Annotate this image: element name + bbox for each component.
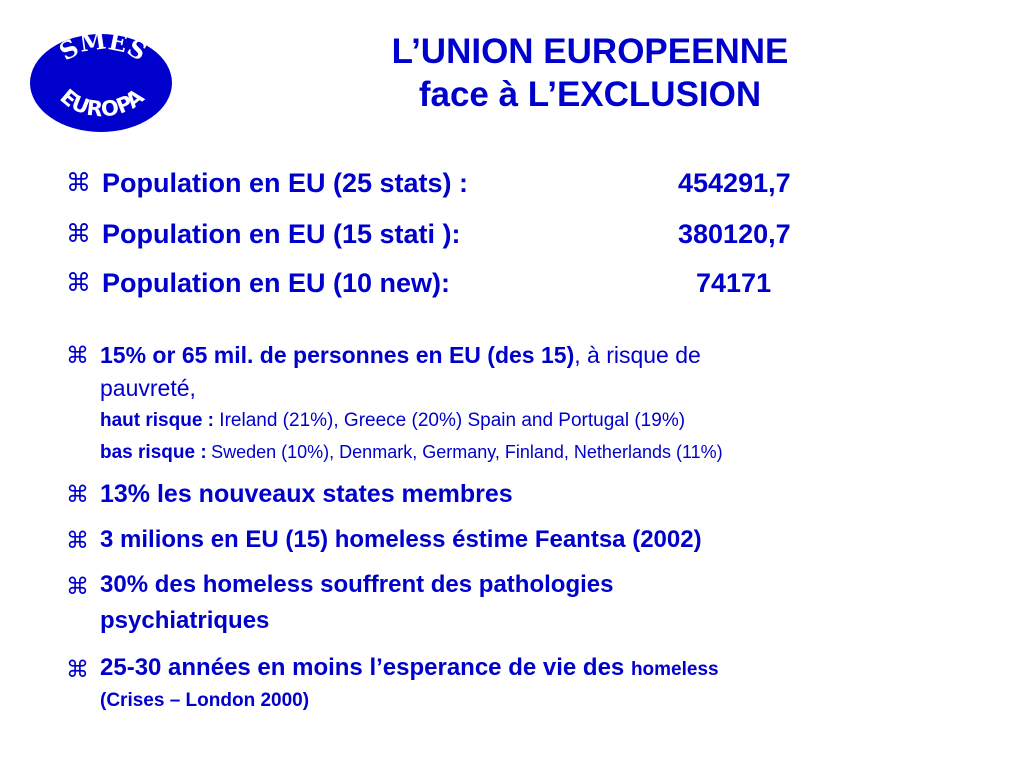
poverty-bold-text: 15% or 65 mil. de personnes en EU (des 15) [100,342,575,368]
life-expectancy-line-1 [100,654,719,682]
new-states-text: 13% les nouveaux states membres [100,480,513,508]
population-label: Population en EU (25 stats) : [102,168,469,198]
population-value: 454291,7 [678,168,791,198]
smes-europa-logo [28,32,174,134]
pathologies-line-2: psychiatriques [100,607,270,634]
population-value: 74171 [696,268,772,298]
life-expectancy-homeless: homeless [630,659,719,680]
command-bullet-icon: ⌘ [66,657,89,683]
high-risk-line [100,410,685,432]
command-bullet-icon: ⌘ [66,482,89,508]
homeless-count-text: 3 milions en EU (15) homeless éstime Feantsa (2002) [100,526,702,553]
command-bullet-icon: ⌘ [66,219,91,248]
life-expectancy-text: 25-30 années en moins l’esperance de vie des [100,654,625,681]
title-line-2: face à L’EXCLUSION [418,75,762,114]
population-label: Population en EU (15 stati ): [102,219,461,249]
life-expectancy-source: (Crises – London 2000) [100,690,310,711]
high-risk-text: Ireland (21%), Greece (20%) Spain and Portugal (19%) [219,410,686,431]
low-risk-line [100,442,723,464]
title-line-1: L’UNION EUROPEENNE [391,32,789,71]
poverty-line-1 [100,342,701,369]
population-row-10 [102,268,772,299]
command-bullet-icon: ⌘ [66,343,89,369]
pathologies-line-1: 30% des homeless souffrent des pathologies [100,571,614,598]
command-bullet-icon: ⌘ [66,168,91,197]
population-row-25 [102,168,791,199]
population-value: 380120,7 [678,219,791,249]
page-title [250,30,930,116]
command-bullet-icon: ⌘ [66,268,91,297]
low-risk-text: Sweden (10%), Denmark, Germany, Finland, Netherlands (11%) [211,442,723,462]
poverty-line-2: pauvreté, [100,375,196,401]
population-row-15 [102,219,791,250]
low-risk-label: bas risque : [100,442,207,463]
command-bullet-icon: ⌘ [66,528,89,554]
command-bullet-icon: ⌘ [66,574,89,600]
poverty-rest-text: , à risque de [574,342,701,368]
logo-text-smes: SMES [54,32,152,67]
high-risk-label: haut risque : [100,410,215,431]
logo-text-europa: EUROPA [55,84,149,122]
population-label: Population en EU (10 new): [102,268,451,298]
